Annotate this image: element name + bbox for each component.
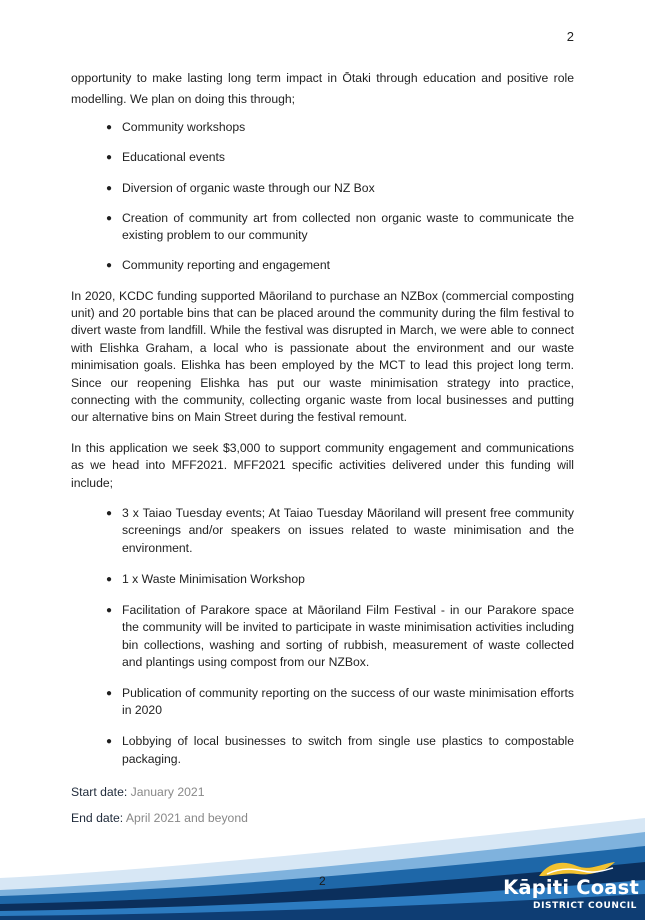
start-date [71, 781, 574, 803]
list-item [71, 505, 574, 557]
bullet-icon: ● [106, 122, 113, 134]
bullet-icon: ● [106, 687, 113, 699]
list-item-text: Lobbying of local businesses to switch from single use plastics to compostable packaging. [122, 734, 574, 766]
list-item-text: Facilitation of Parakore space at Māoriland Film Festival - in our Parakore space the community will be invited to participate in waste minimisation activities including bin collections, washing and sorting of rubbish, measurement of waste collected and plantings using compost from our NZBox. [122, 602, 574, 669]
kapiti-coast-logo [491, 856, 641, 918]
bullet-icon: ● [106, 182, 113, 194]
list-item [71, 685, 574, 720]
list-item-text: Community reporting and engagement [122, 258, 330, 273]
list-item [71, 571, 574, 588]
intro-paragraph: opportunity to make lasting long term impact in Ōtaki through education and positive role modelling. We plan on doing this through; [71, 71, 574, 107]
bullet-icon: ● [106, 604, 113, 616]
logo-name: Kāpiti Coast [503, 876, 639, 899]
mff2021-activities-list [71, 505, 574, 768]
bullet-icon: ● [106, 508, 113, 520]
list-item [71, 257, 574, 274]
start-date-label: Start date: [71, 785, 128, 800]
logo-subtitle: DISTRICT COUNCIL [533, 901, 637, 911]
page-number-top: 2 [566, 29, 574, 44]
list-item [71, 602, 574, 672]
list-item-text: Publication of community reporting on the success of our waste minimisation efforts in 2020 [122, 685, 574, 718]
list-item-text: Diversion of organic waste through our NZ Box [122, 180, 375, 195]
list-item [71, 119, 574, 136]
list-item [71, 149, 574, 166]
list-item [71, 180, 574, 197]
bullet-icon: ● [106, 573, 113, 585]
application-paragraph: In this application we seek $3,000 to support community engagement and communications as we head into MFF2021. MFF2021 specific activities delivered under this funding will include; [71, 440, 574, 490]
list-item-text: Creation of community art from collected non organic waste to communicate the existing problem to our community [122, 210, 574, 243]
end-date-value: April 2021 and beyond [125, 811, 248, 826]
bullet-icon: ● [106, 212, 113, 224]
document-body [71, 56, 574, 833]
list-item [71, 733, 574, 768]
list-item-text: 3 x Taiao Tuesday events; At Taiao Tuesday Māoriland will present free community screenings and/or speakers on issues related to waste minimisation and the environment. [122, 506, 574, 555]
list-item-text: Educational events [122, 150, 225, 165]
activities-list [71, 119, 574, 275]
page-number-bottom: 2 [319, 874, 326, 888]
list-item [71, 210, 574, 245]
list-item-text: Community workshops [122, 120, 246, 135]
start-date-value: January 2021 [130, 785, 205, 800]
list-item-text: 1 x Waste Minimisation Workshop [122, 571, 305, 586]
bullet-icon: ● [106, 260, 113, 272]
bullet-icon: ● [106, 152, 113, 164]
end-date-label: End date: [71, 811, 124, 826]
bullet-icon: ● [106, 736, 113, 748]
funding-history-paragraph: In 2020, KCDC funding supported Māoriland to purchase an NZBox (commercial composting unit) and 20 portable bins that can be placed around the community during the film festival to divert waste from landfill. While the festival was disrupted in March, we were able to connect with Elishka Graham, a local who is passionate about the environment and our waste minimisation goals. Elishka has been employed by the MCT to lead this project long term. Since our reopening Elishka has put our waste minimisation strategy into practice, connecting with the community, collecting organic waste from local businesses and putting our alternative bins on Main Street during the festival remount. [71, 288, 574, 425]
